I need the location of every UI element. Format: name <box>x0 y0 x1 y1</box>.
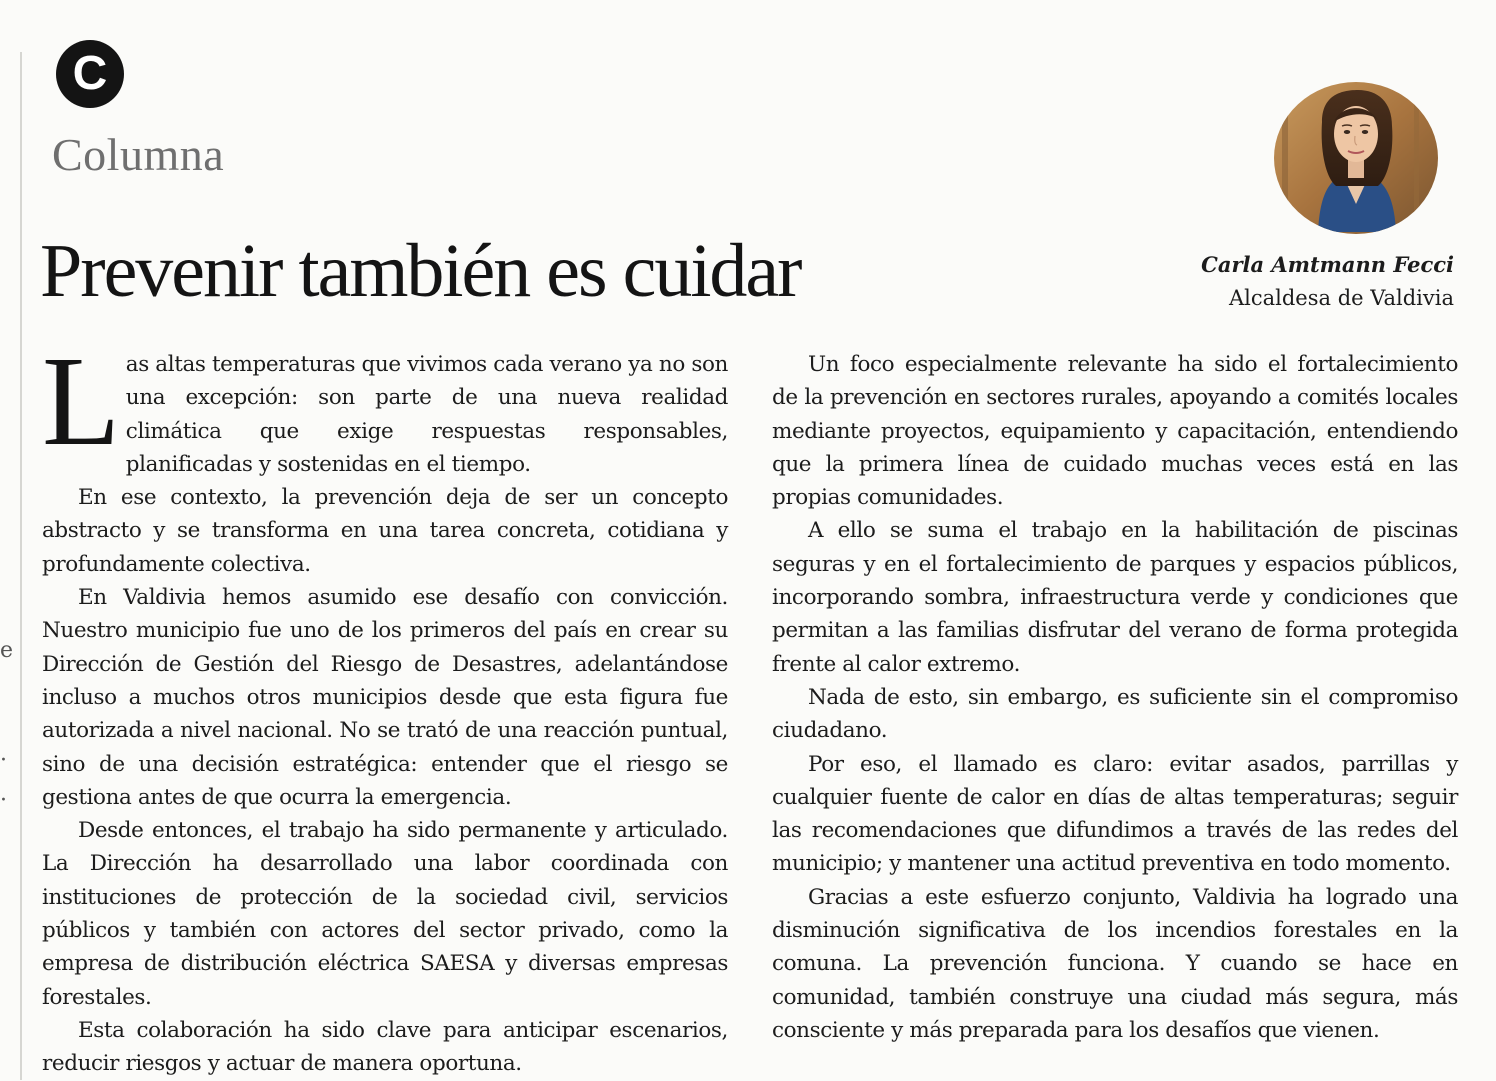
author-photo <box>1274 82 1438 234</box>
article-paragraph: Nada de esto, sin embargo, es suficiente sin el compromiso ciudadano. <box>772 684 1458 744</box>
article-paragraph: Gracias a este esfuerzo conjunto, Valdivia ha logrado una disminución significativa de los incendios forestales en la comuna. La prevención funciona. Y cuando se hace en comunidad, también construye una ciudad más segura, más consciente y más preparada para los desafíos que vienen. <box>772 884 1458 1043</box>
article-paragraph: Esta colaboración ha sido clave para anticipar escenarios, reducir riesgos y actuar de manera oportuna. <box>42 1017 728 1077</box>
page-left-rule <box>20 52 22 1080</box>
section-badge: C <box>56 40 124 108</box>
section-label: Columna <box>52 129 225 180</box>
edge-fragment: · <box>0 748 7 773</box>
article-paragraph: Desde entonces, el trabajo ha sido permanente y articulado. La Dirección ha desarrollado una labor coordinada con instituciones de protección de la sociedad civil, servicios públicos y también con actores del sector privado, como la empresa de distribución eléctrica SAESA y diversas empresas forestales. <box>42 818 728 1010</box>
paragraph-text: as altas temperaturas que vivimos cada verano ya no son una excepción: son parte de una nueva realidad climática que exige respuestas responsables, planificadas y sostenidas en el tiempo. <box>125 352 728 477</box>
article-paragraph: Un foco especialmente relevante ha sido el fortalecimiento de la prevención en sectores rurales, apoyando a comités locales mediante proyectos, equipamiento y capacitación, entendiendo que la primera línea de cuidado muchas veces está en las propias comunidades. <box>772 352 1458 511</box>
article-body-right-column <box>772 348 1458 1047</box>
article-paragraph <box>42 330 728 481</box>
article-paragraph: En ese contexto, la prevención deja de ser un concepto abstracto y se transforma en una tarea concreta, cotidiana y profundamente colectiva. <box>42 485 728 577</box>
article-paragraph: Por eso, el llamado es claro: evitar asados, parrillas y cualquier fuente de calor en días de altas temperaturas; seguir las recomendaciones que difundimos a través de las redes del municipio; y mantener una actitud preventiva en todo momento. <box>772 751 1458 877</box>
article-body-left-column <box>42 330 728 1081</box>
author-role: Alcaldesa de Valdivia <box>1228 286 1454 310</box>
article-headline: Prevenir también es cuidar <box>40 229 801 313</box>
edge-fragment: · <box>0 788 7 813</box>
article-paragraph: A ello se suma el trabajo en la habilitación de piscinas seguras y en el fortalecimiento de parques y espacios públicos, incorporando sombra, infraestructura verde y condiciones que permitan a las familias disfrutar del verano de forma protegida frente al calor extremo. <box>772 518 1458 677</box>
edge-fragment: e <box>0 638 14 663</box>
author-name: Carla Amtmann Fecci <box>1201 252 1454 277</box>
article-paragraph: En Valdivia hemos asumido ese desafío con convicción. Nuestro municipio fue uno de los primeros del país en crear su Dirección de Gestión del Riesgo de Desastres, adelantándose incluso a muchos otros municipios desde que esta figura fue autorizada a nivel nacional. No se trató de una reacción puntual, sino de una decisión estratégica: entender que el riesgo se gestiona antes de que ocurra la emergencia. <box>42 585 728 810</box>
drop-cap: L <box>42 330 120 472</box>
